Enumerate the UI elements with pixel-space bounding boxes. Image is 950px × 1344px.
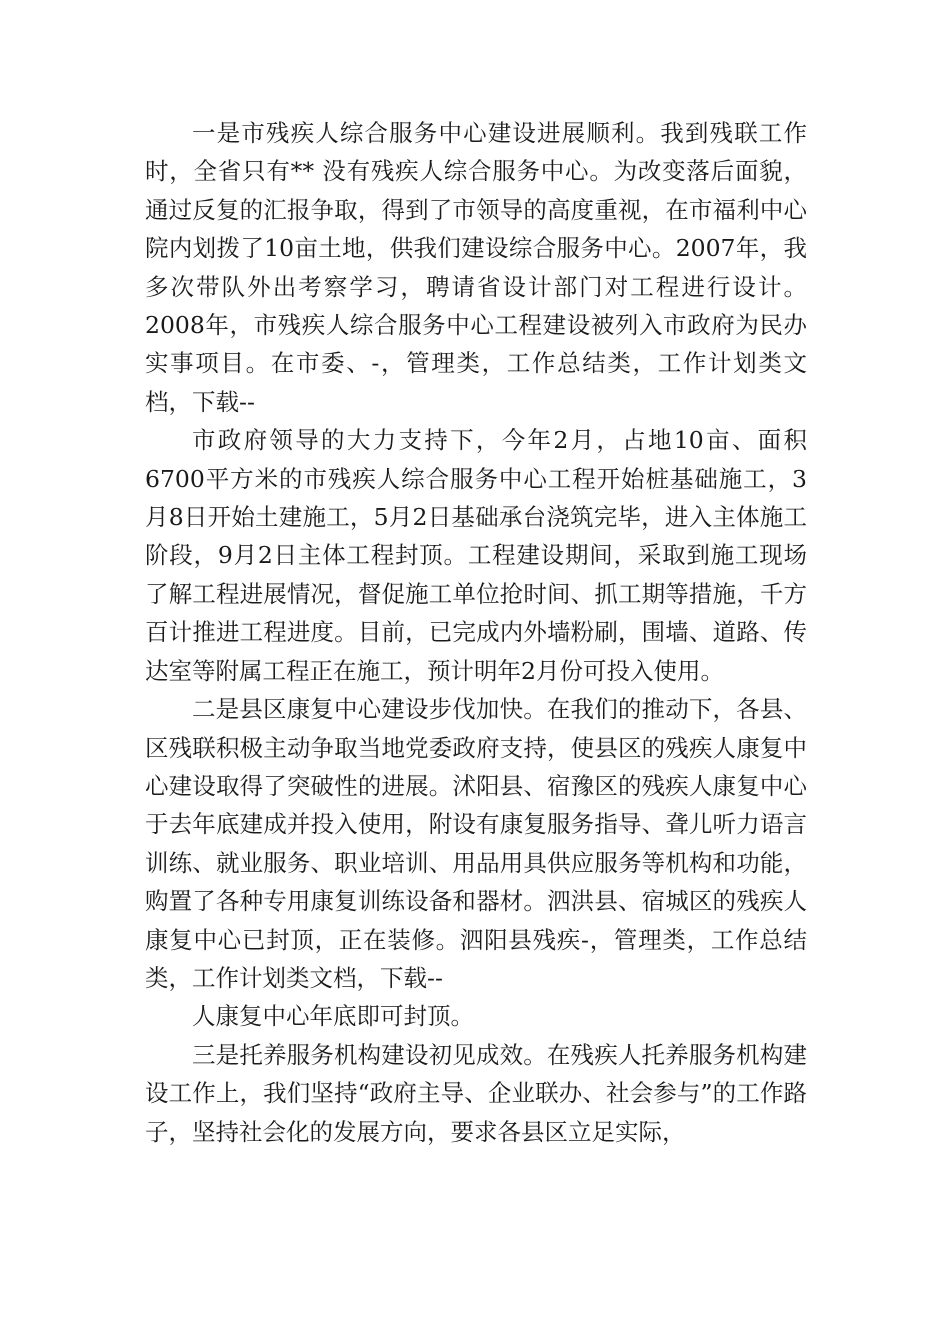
paragraph-care-services: 三是托养服务机构建设初见成效。在残疾人托养服务机构建设工作上，我们坚持“政府主导、企业联办、社会参与”的工作路子，坚持社会化的发展方向，要求各县区立足实际， (145, 1040, 807, 1146)
paragraph-service-center: 一是市残疾人综合服务中心建设进展顺利。我到残联工作时，全省只有** 没有残疾人综合服务中心。为改变落后面貌，通过反复的汇报争取，得到了市领导的高度重视，在市福利中心院内划拨了10亩土地，供我们建设综合服务中心。2007年，我多次带队外出考察学习，聘请省设计部门对工程进行设计。2008年，市残疾人综合服务中心工程建设被列入市政府为民办实事项目。在市委、-，管理类，工作总结类，工作计划类文档，下载-- (145, 119, 807, 416)
paragraph-construction-progress: 市政府领导的大力支持下，今年2月，占地10亩、面积6700平方米的市残疾人综合服务中心工程开始桩基础施工，3月8日开始土建施工，5月2日基础承台浇筑完毕，进入主体施工阶段，9月2日主体工程封顶。工程建设期间，采取到施工现场了解工程进展情况，督促施工单位抢时间、抓工期等措施，千方百计推进工程进度。目前，已完成内外墙粉刷，围墙、道路、传达室等附属工程正在施工，预计明年2月份可投入使用。 (145, 426, 807, 685)
paragraph-rehab-continued: 人康复中心年底即可封顶。 (192, 1002, 474, 1031)
paragraph-rehab-centers: 二是县区康复中心建设步伐加快。在我们的推动下，各县、区残联积极主动争取当地党委政府支持，使县区的残疾人康复中心建设取得了突破性的进展。沭阳县、宿豫区的残疾人康复中心于去年底建成并投入使用，附设有康复服务指导、聋儿听力语言训练、就业服务、职业培训、用品用具供应服务等机构和功能，购置了各种专用康复训练设备和器材。泗洪县、宿城区的残疾人康复中心已封顶，正在装修。泗阳县残疾-，管理类，工作总结类，工作计划类文档，下载-- (145, 695, 807, 992)
document-body (145, 114, 807, 1151)
